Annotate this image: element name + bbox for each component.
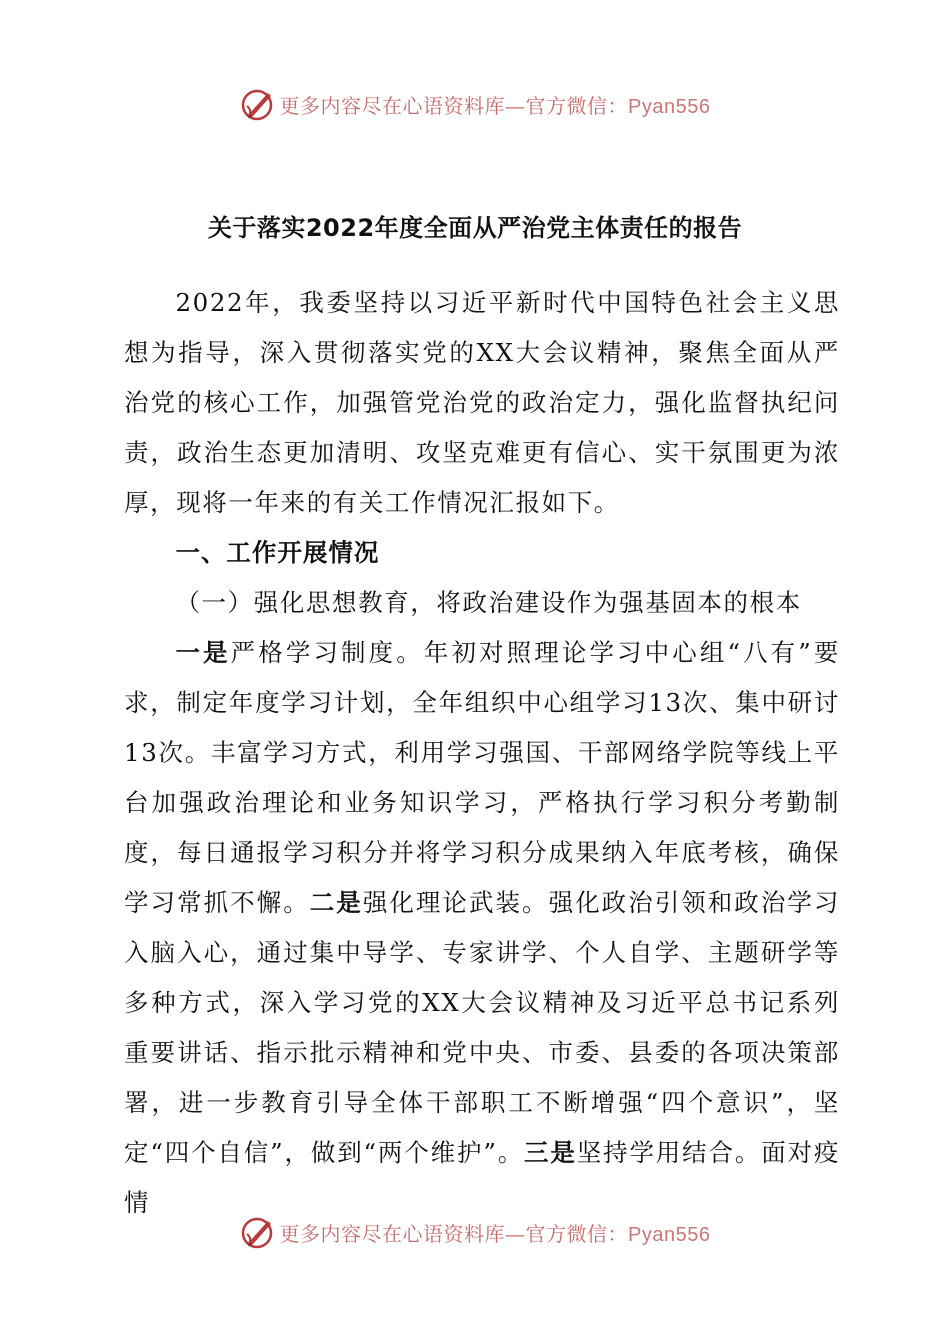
section-heading: 一、工作开展情况 xyxy=(175,538,380,567)
body-paragraph xyxy=(124,628,840,1228)
pen-logo-icon xyxy=(240,86,276,122)
document-body xyxy=(124,278,840,1228)
watermark-wechat-id: Pyan556 xyxy=(628,95,711,118)
intro-paragraph: 2022年，我委坚持以习近平新时代中国特色社会主义思想为指导，深入贯彻落实党的XX大会议精神，聚焦全面从严治党的核心工作，加强管党治党的政治定力，强化监督执纪问责，政治生态更加清明、攻坚克难更有信心、实干氛围更为浓厚，现将一年来的有关工作情况汇报如下。 xyxy=(124,288,840,517)
lead-three: 三是 xyxy=(524,1138,577,1167)
watermark-wechat-id: Pyan556 xyxy=(628,1223,711,1246)
point-two-text: 强化理论武装。强化政治引领和政治学习入脑入心，通过集中导学、专家讲学、个人自学、主题研学等多种方式，深入学习党的XX大会议精神及习近平总书记系列重要讲话、指示批示精神和党中央、市委、县委的各项决策部署，进一步教育引导全体干部职工不断增强“四个意识”，坚定“四个自信”，做到“两个维护”。 xyxy=(124,888,841,1167)
document-title: 关于落实2022年度全面从严治党主体责任的报告 xyxy=(207,214,743,242)
watermark-text: 更多内容尽在心语资料库—官方微信： xyxy=(279,1221,629,1246)
watermark-text: 更多内容尽在心语资料库—官方微信： xyxy=(279,93,629,118)
point-three-text: 坚持学用结合。面对疫情 xyxy=(124,1138,840,1217)
subsection-heading: （一）强化思想教育，将政治建设作为强基固本的根本 xyxy=(175,588,802,617)
lead-two: 二是 xyxy=(309,888,363,917)
watermark-header xyxy=(0,82,950,126)
lead-one: 一是 xyxy=(175,638,231,667)
point-one-text: 严格学习制度。年初对照理论学习中心组“八有”要求，制定年度学习计划，全年组织中心组学习13次、集中研讨13次。丰富学习方式，利用学习强国、干部网络学院等线上平台加强政治理论和业务知识学习，严格执行学习积分考勤制度，每日通报学习积分并将学习积分成果纳入年底考核，确保学习常抓不懈。 xyxy=(124,638,840,917)
pen-logo-icon xyxy=(240,1214,276,1250)
watermark-footer xyxy=(0,1210,950,1254)
